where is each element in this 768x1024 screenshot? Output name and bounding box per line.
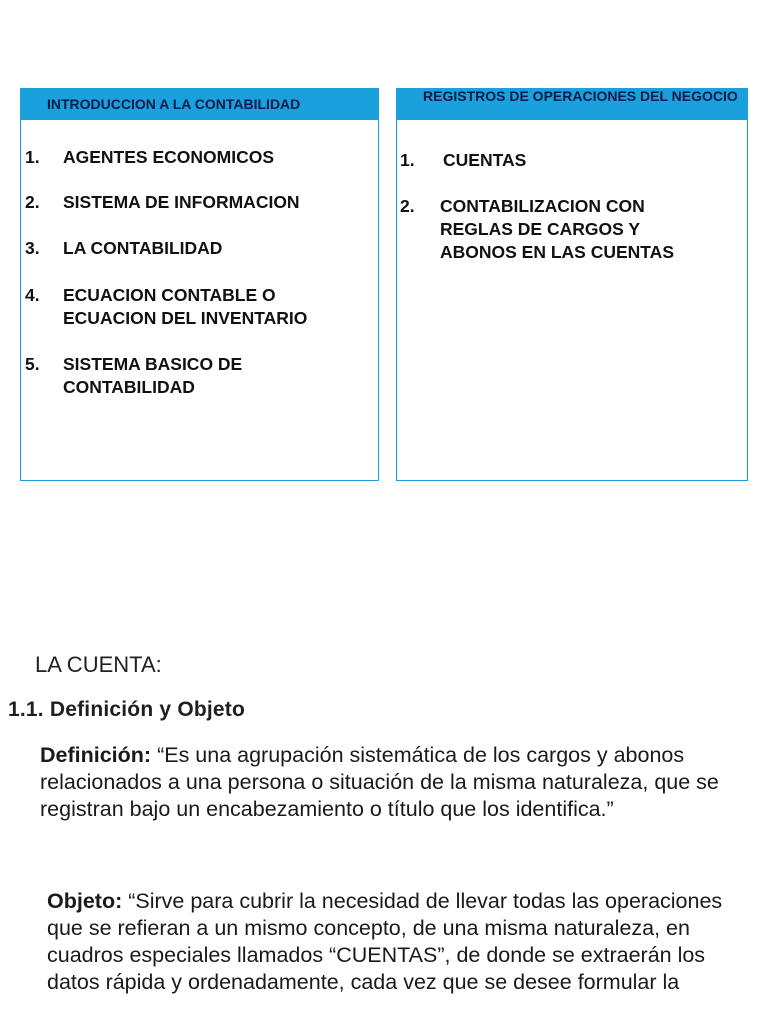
objective-label: Objeto: <box>47 889 123 913</box>
right-panel-header: REGISTROS DE OPERACIONES DEL NEGOCIO <box>397 89 747 120</box>
list-item-number: 2. <box>400 196 415 216</box>
right-panel <box>396 88 748 481</box>
list-item-number: 5. <box>25 354 40 374</box>
list-item-label: CONTABILIZACION CON REGLAS DE CARGOS Y ABONOS EN LAS CUENTAS <box>440 196 674 262</box>
list-item-number: 3. <box>25 238 40 258</box>
list-item-label: SISTEMA DE INFORMACION <box>63 192 300 212</box>
list-item <box>25 146 365 169</box>
definition-paragraph <box>40 742 745 823</box>
list-item <box>25 284 365 330</box>
list-item-label: ECUACION CONTABLE O ECUACION DEL INVENTARIO <box>63 285 308 328</box>
list-item-label: LA CONTABILIDAD <box>63 238 223 258</box>
list-item <box>400 149 740 172</box>
objective-text: “Sirve para cubrir la necesidad de llevar todas las operaciones que se refieran a un mismo concepto, de una misma naturaleza, en cuadros especiales llamados “CUENTAS”, de donde se extraerán los datos rápida y ordenadamente, cada vez que se desee formular la <box>47 889 723 994</box>
subheading: 1.1. Definición y Objeto <box>8 698 246 721</box>
section-title: LA CUENTA: <box>35 652 162 677</box>
list-item-number: 4. <box>25 285 40 305</box>
list-item-label: CUENTAS <box>443 150 527 170</box>
objective-paragraph <box>47 888 737 996</box>
list-item-label: AGENTES ECONOMICOS <box>63 147 274 167</box>
list-item-number: 1. <box>400 150 415 170</box>
list-item <box>400 195 740 264</box>
list-item <box>25 191 365 214</box>
list-item <box>25 353 365 399</box>
list-item-label: SISTEMA BASICO DE CONTABILIDAD <box>63 354 243 397</box>
left-panel-header: INTRODUCCION A LA CONTABILIDAD <box>21 89 378 120</box>
definition-text: “Es una agrupación sistemática de los cargos y abonos relacionados a una persona o situación de la misma naturaleza, que se registran bajo un encabezamiento o título que los identifica.” <box>40 743 719 821</box>
definition-label: Definición: <box>40 743 152 767</box>
list-item-number: 1. <box>25 147 40 167</box>
list-item <box>25 237 365 260</box>
list-item-number: 2. <box>25 192 40 212</box>
